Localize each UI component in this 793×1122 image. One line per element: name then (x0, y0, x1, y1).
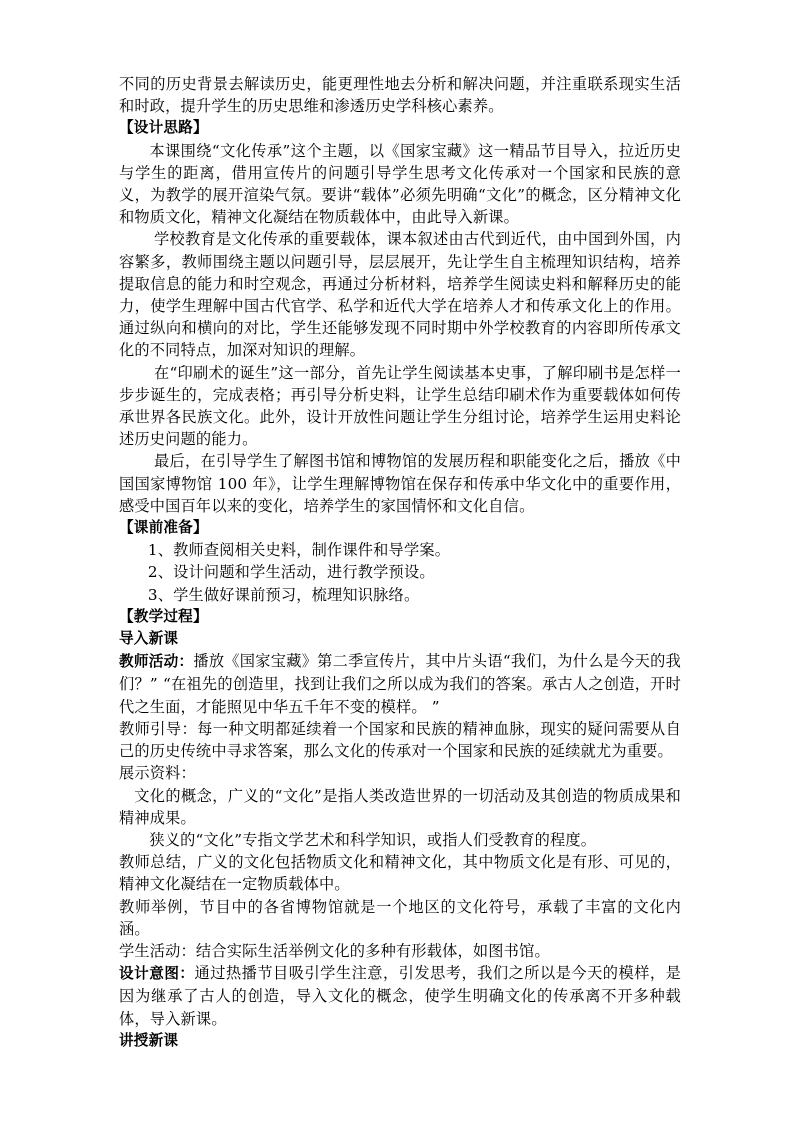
design-paragraph-2: 学校教育是文化传承的重要载体，课本叙述由古代到近代，由中国到外国，内容繁多，教师围绕主题以问题引导，层层展开，先让学生自主梳理知识结构，培养提取信息的能力和时空观念，再通过分析材料，培养学生阅读史料和解释历史的能力，使学生理解中国古代官学、私学和近代大学在培养人才和传承文化上的作用。通过纵向和横向的对比，学生还能够发现不同时期中外学校教育的内容即所传承文化的不同特点，加深对知识的理解。 (119, 230, 681, 360)
design-intent-label: 设计意图： (119, 965, 195, 983)
teacher-activity-paragraph (119, 650, 681, 718)
teacher-example-paragraph: 教师举例，节目中的各省博物馆就是一个地区的文化符号，承载了丰富的文化内涵。 (119, 897, 681, 938)
design-ideas-heading: 【设计思路】 (119, 119, 208, 137)
design-intent-paragraph (119, 962, 681, 1030)
culture-broad-paragraph: 文化的概念，广义的“文化”是指人类改造世界的一切活动及其创造的物质成果和精神成果。 (119, 786, 681, 827)
teach-new-heading: 讲授新课 (119, 1031, 179, 1049)
teacher-summary-paragraph: 教师总结，广义的文化包括物质文化和精神文化，其中物质文化是有形、可见的，精神文化凝结在一定物质载体中。 (119, 853, 681, 894)
pre-class-heading: 【课前准备】 (119, 519, 208, 537)
teacher-activity-text: 播放《国家宝藏》第二季宣传片，其中片头语“我们，为什么是今天的我们？” “在祖先的创造里，找到让我们之所以成为我们的答案。承古人之创造，开时代之生面，才能照见中华五千年不变的模样。 ” (119, 652, 681, 716)
intro-tail-paragraph: 不同的历史背景去解读历史，能更理性地去分析和解决问题，并注重联系现实生活和时政，提升学生的历史思维和渗透历史学科核心素养。 (119, 75, 681, 116)
document-page (119, 73, 681, 1052)
culture-narrow-paragraph: 狭义的“文化”专指文学艺术和科学知识，或指人们受教育的程度。 (149, 830, 597, 849)
prep-item-2: 2、设计问题和学生活动，进行教学预设。 (147, 563, 435, 582)
design-paragraph-1: 本课围绕“文化传承”这个主题，以《国家宝藏》这一精品节目导入，拉近历史与学生的距离，借用宣传片的问题引导学生思考文化传承对一个国家和民族的意义，为教学的展开渲染气氛。要讲“载体”必须先明确“文化”的概念，区分精神文化和物质文化，精神文化凝结在物质载体中，由此导入新课。 (119, 141, 681, 227)
show-material-line: 展示资料： (119, 764, 196, 783)
teacher-activity-label: 教师活动： (119, 653, 194, 671)
prep-item-1: 1、教师查阅相关史料，制作课件和导学案。 (147, 541, 451, 560)
design-intent-text: 通过热播节目吸引学生注意，引发思考，我们之所以是今天的模样，是因为继承了古人的创造，导入文化的概念，使学生明确文化的传承离不开多种载体，导入新课。 (119, 964, 681, 1028)
design-paragraph-3: 在“印刷术的诞生”这一部分，首先让学生阅读基本史事，了解印刷书是怎样一步步诞生的，完成表格；再引导分析史料，让学生总结印刷术作为重要载体如何传承世界各民族文化。此外，设计开放性问题让学生分组讨论，培养学生运用史料论述历史问题的能力。 (119, 363, 681, 449)
process-heading: 【教学过程】 (119, 607, 208, 625)
student-activity-paragraph: 学生活动：结合实际生活举例文化的多种有形载体，如图书馆。 (119, 941, 550, 960)
teacher-guide-paragraph: 教师引导：每一种文明都延续着一个国家和民族的精神血脉，现实的疑问需要从自己的历史传统中寻求答案，那么文化的传承对一个国家和民族的延续就尤为重要。 (119, 719, 681, 761)
intro-new-heading: 导入新课 (119, 630, 179, 648)
prep-item-3: 3、学生做好课前预习，梳理知识脉络。 (147, 585, 420, 604)
design-paragraph-4: 最后，在引导学生了解图书馆和博物馆的发展历程和职能变化之后，播放《中国国家博物馆 100 年》，让学生理解博物馆在保存和传承中华文化中的重要作用，感受中国百年以来的变化，培养学生的家国情怀和文化自信。 (119, 452, 681, 515)
